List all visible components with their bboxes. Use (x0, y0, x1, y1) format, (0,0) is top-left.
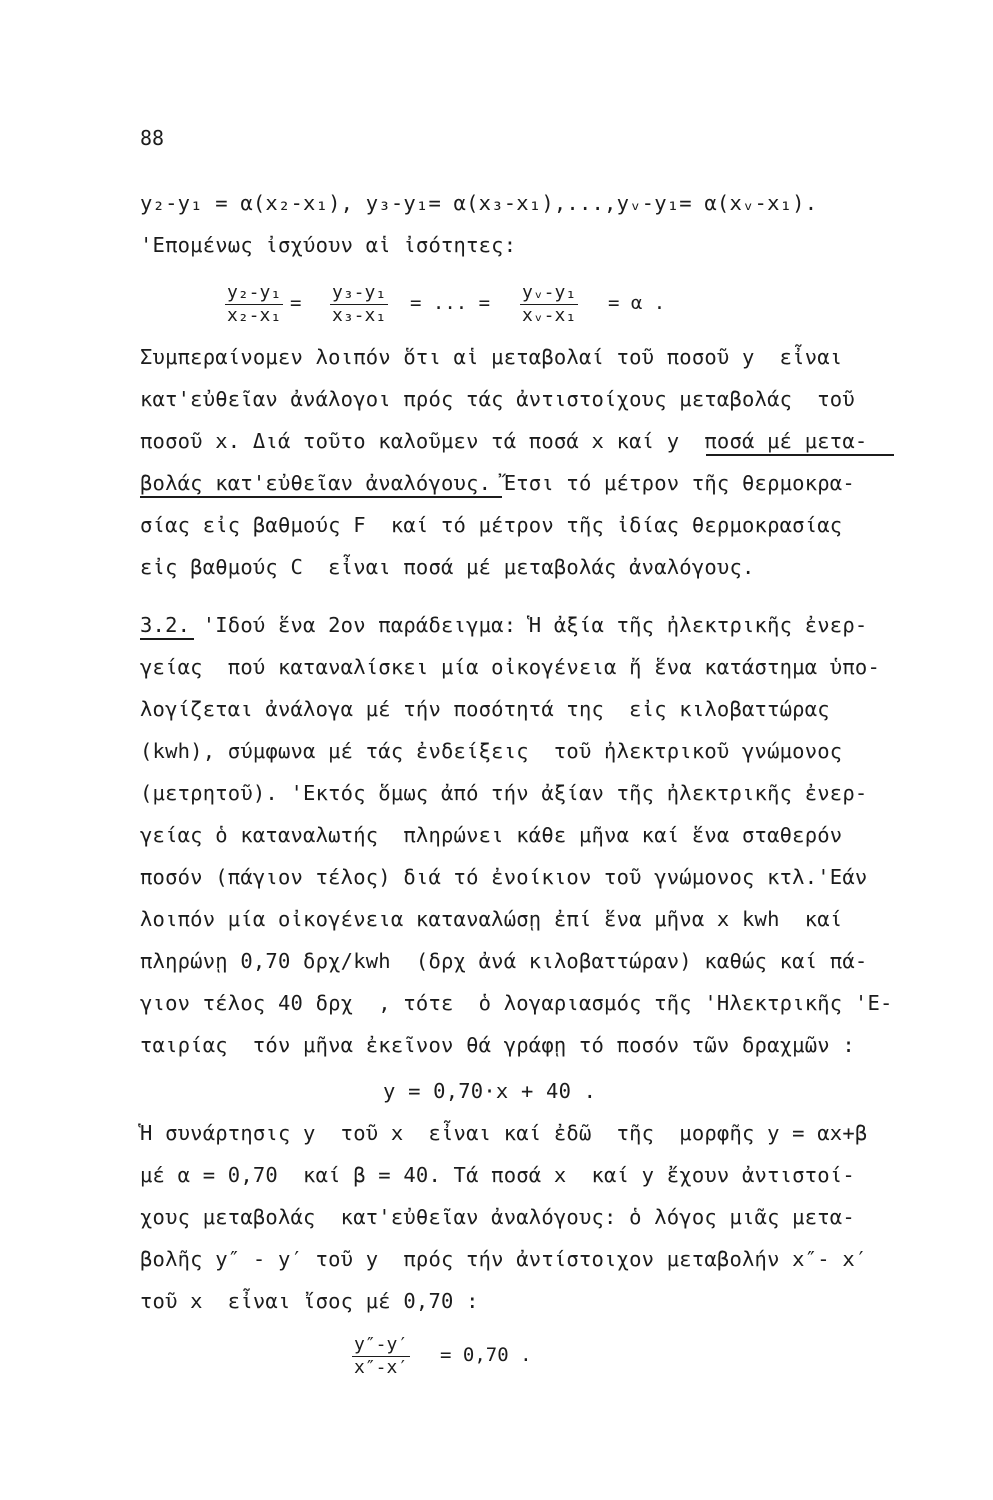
underline-term (140, 496, 502, 498)
para2-line: λοιπόν μία οἰκογένεια καταναλώσῃ ἐπί ἕνα μῆνα x kwh καί (140, 907, 843, 931)
top-equation: y₂-y₁ = α(x₂-x₁), y₃-y₁= α(x₃-x₁),...,yᵥ-y₁= α(xᵥ-x₁). (140, 191, 818, 215)
equation-y: y = 0,70·x + 40 . (383, 1079, 597, 1103)
final-fraction-numerator: y″-y′ (354, 1334, 409, 1355)
final-fraction-denominator: x″-x′ (354, 1357, 409, 1378)
section-number-underline (140, 638, 194, 640)
para2-line: (μετρητοῦ). 'Εκτός ὅμως ἀπό τήν ἀξίαν τῆς ἠλεκτρικῆς ἐνερ- (140, 781, 868, 805)
fraction-3-numerator: yᵥ-y₁ (522, 282, 577, 303)
fraction-3-denominator: xᵥ-x₁ (522, 305, 577, 326)
fraction-2-numerator: y₃-y₁ (332, 282, 387, 303)
para1-line: σίας εἰς βαθμούς F καί τό μέτρον τῆς ἰδίας θερμοκρασίας (140, 513, 843, 537)
ellipsis-equals: = ... = (410, 292, 491, 314)
para3-line: μέ α = 0,70 καί β = 40. Τά ποσά x καί y ἔχουν ἀντιστοί- (140, 1163, 855, 1187)
equals-sign-1: = (290, 292, 302, 314)
para2-line: γείας ὁ καταναλωτής πληρώνει κάθε μῆνα καί ἕνα σταθερόν (140, 823, 843, 847)
fraction-2-denominator: x₃-x₁ (332, 305, 387, 326)
para3-line: Ἡ συνάρτησις y τοῦ x εἶναι καί ἐδῶ τῆς μορφῆς y = αx+β (140, 1121, 868, 1145)
para1-line: βολάς κατ'εὐθεῖαν ἀναλόγους. Ἔτσι τό μέτρον τῆς θερμοκρα- (140, 471, 855, 495)
page-number: 88 (140, 126, 165, 150)
para2-line: πληρώνῃ 0,70 δρχ/kwh (δρχ ἀνά κιλοβαττώραν) καθώς καί πά- (140, 949, 868, 973)
para3-line: χους μεταβολάς κατ'εὐθεῖαν ἀναλόγους: ὁ λόγος μιᾶς μετα- (140, 1205, 855, 1229)
final-fraction-rhs: = 0,70 . (440, 1344, 532, 1366)
line-therefore: 'Επομένως ἰσχύουν αἱ ἰσότητες: (140, 233, 517, 257)
underline-term (706, 454, 894, 456)
para1-line: ποσοῦ x. Διά τοῦτο καλοῦμεν τά ποσά x καί y ποσά μέ μετα- (140, 429, 868, 453)
para2-line: (kwh), σύμφωνα μέ τάς ἐνδείξεις τοῦ ἠλεκτρικοῦ γνώμονος (140, 739, 843, 763)
fraction-1 (225, 282, 283, 327)
para3-line: βολῆς y″ - y′ τοῦ y πρός τήν ἀντίστοιχον μεταβολήν x″- x′ (140, 1247, 868, 1271)
para2-line: γιον τέλος 40 δρχ , τότε ὁ λογαριασμός τῆς 'Ηλεκτρικῆς 'Ε- (140, 991, 893, 1015)
para2-line: λογίζεται ἀνάλογα μέ τήν ποσότητά της εἰς κιλοβαττώρας (140, 697, 830, 721)
fraction-3 (520, 282, 578, 327)
final-fraction (352, 1334, 410, 1379)
equals-alpha: = α . (608, 292, 666, 314)
fraction-2 (330, 282, 388, 327)
fraction-1-numerator: y₂-y₁ (227, 282, 282, 303)
para2-line: ταιρίας τόν μῆνα ἐκεῖνον θά γράφῃ τό ποσόν τῶν δραχμῶν : (140, 1033, 855, 1057)
fraction-1-denominator: x₂-x₁ (227, 305, 282, 326)
para1-line: Συμπεραίνομεν λοιπόν ὅτι αἱ μεταβολαί τοῦ ποσοῦ y εἶναι (140, 345, 843, 369)
para3-line: τοῦ x εἶναι ἴσος μέ 0,70 : (140, 1289, 479, 1313)
para2-line: ποσόν (πάγιον τέλος) διά τό ἐνοίκιον τοῦ γνώμονος κτλ.'Εάν (140, 865, 868, 889)
para1-line: κατ'εὐθεῖαν ἀνάλογοι πρός τάς ἀντιστοίχους μεταβολάς τοῦ (140, 387, 855, 411)
para1-line: εἰς βαθμούς C εἶναι ποσά μέ μεταβολάς ἀναλόγους. (140, 555, 755, 579)
para2-line: γείας πού καταναλίσκει μία οἰκογένεια ἤ ἕνα κατάστημα ὑπο- (140, 655, 880, 679)
para2-line: 3.2. 'Ιδού ἕνα 2ον παράδειγμα: Ἡ ἀξία τῆς ἠλεκτρικῆς ἐνερ- (140, 613, 868, 637)
